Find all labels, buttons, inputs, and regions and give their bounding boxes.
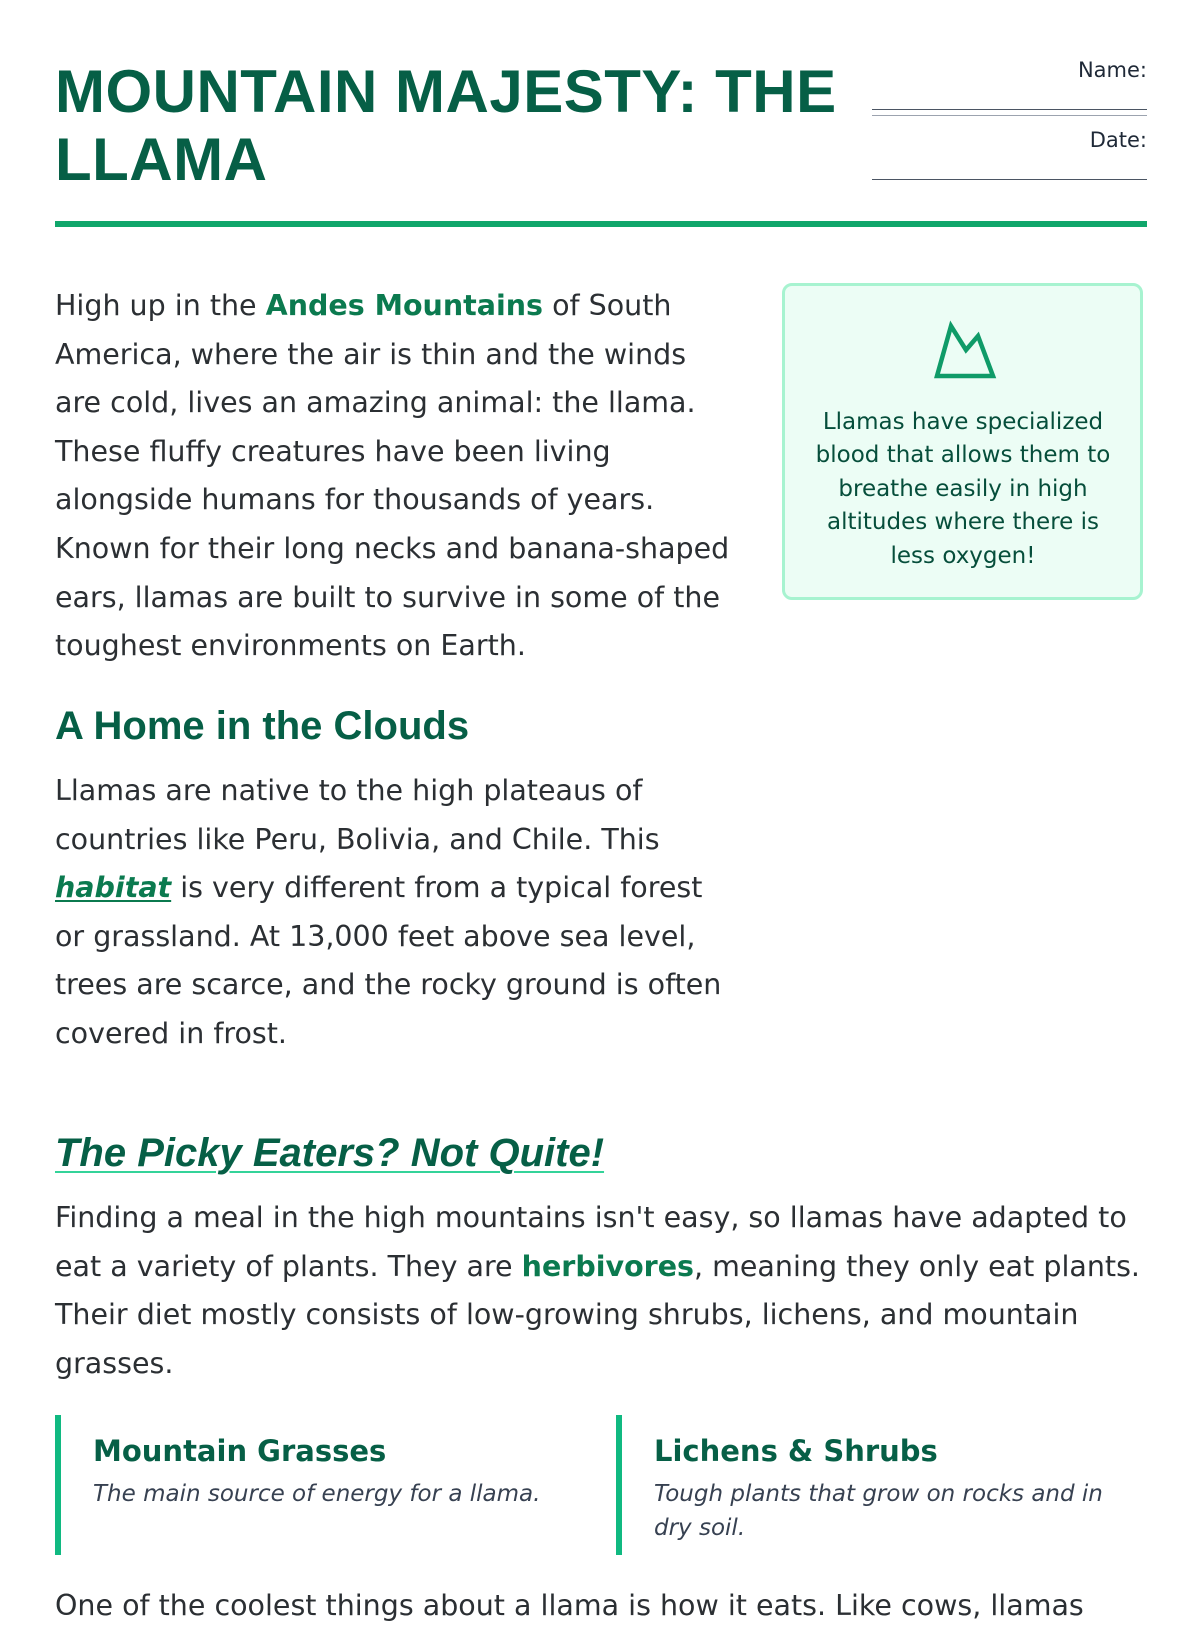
herbivores-keyword: herbivores <box>521 1249 695 1283</box>
home-paragraph <box>55 767 735 1059</box>
plant-card-lichens <box>616 1415 1136 1555</box>
intro-paragraph <box>55 282 735 671</box>
plant-title: Lichens & Shrubs <box>654 1434 938 1468</box>
worksheet-page <box>55 0 1147 1622</box>
student-info-fields <box>872 58 1147 204</box>
diet-text-before: Finding a meal in the high mountains isn't easy, so llamas have adapted to eat a variety of plants. They are <box>55 1201 1127 1283</box>
intro-text-before: High up in the <box>55 289 266 322</box>
diet-paragraph <box>55 1194 1147 1388</box>
date-write-line[interactable] <box>872 179 1147 180</box>
plant-description: The main source of energy for a llama. <box>93 1481 541 1507</box>
diet-heading: The Picky Eaters? Not Quite! <box>55 1131 605 1175</box>
name-field <box>872 58 1147 128</box>
date-label: Date: <box>1089 128 1147 152</box>
name-label: Name: <box>1077 58 1147 82</box>
diet-text-after: , meaning they only eat plants. Their diet mostly consists of low-growing shrubs, lichens, and mountain grasses. <box>55 1249 1140 1380</box>
home-text-after: is very different from a typical forest or grassland. At 13,000 feet above sea level, trees are scarce, and the rocky ground is often covered in frost. <box>55 871 722 1050</box>
home-text-before: Llamas are native to the high plateaus of countries like Peru, Bolivia, and Chile. This <box>55 774 660 856</box>
fact-callout <box>782 283 1143 600</box>
plant-description: Tough plants that grow on rocks and in dry soil. <box>654 1481 1103 1541</box>
intro-text-after: of South America, where the air is thin and the winds are cold, lives an amazing animal: the llama. These fluffy creatures have been living alongside humans for thousands of years. Known for their long necks and banana-shaped ears, llamas are built to survive in some of the toughest environments on Earth. <box>55 289 730 663</box>
andes-keyword: Andes Mountains <box>265 289 544 322</box>
mountain-icon <box>933 320 997 380</box>
plant-card-grasses <box>55 1415 575 1555</box>
page-title: MOUNTAIN MAJESTY: THE LLAMA <box>55 58 837 193</box>
habitat-keyword: habitat <box>55 871 172 905</box>
header-divider <box>55 221 1147 227</box>
home-heading: A Home in the Clouds <box>55 704 470 748</box>
date-field <box>872 128 1147 204</box>
continued-paragraph: One of the coolest things about a llama is how it eats. Like cows, llamas <box>55 1589 1084 1622</box>
name-write-line[interactable] <box>872 109 1147 110</box>
name-underline <box>872 115 1147 116</box>
plant-title: Mountain Grasses <box>93 1434 387 1468</box>
callout-text: Llamas have specialized blood that allows them to breathe easily in high altitudes where there is less oxygen! <box>815 409 1111 569</box>
worksheet-header <box>55 58 1147 228</box>
